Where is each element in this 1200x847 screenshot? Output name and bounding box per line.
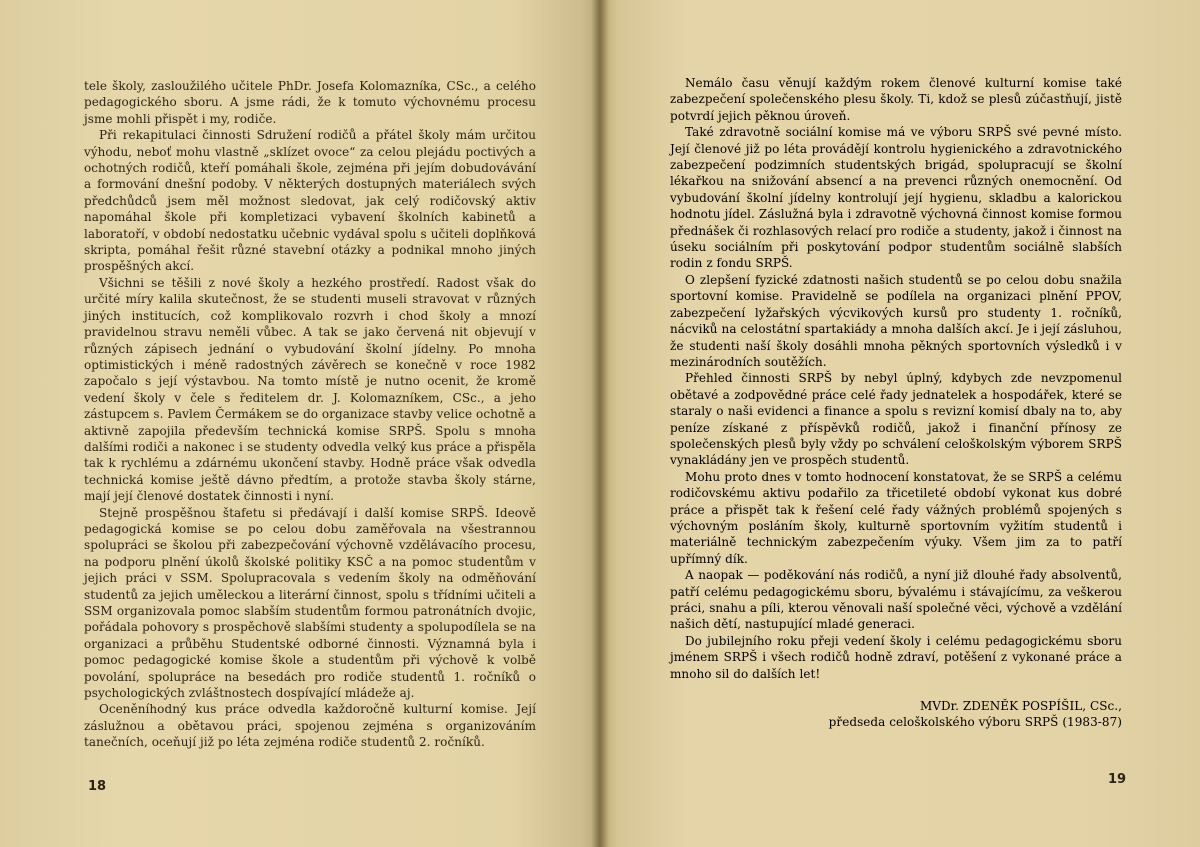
page-number-left: 18 — [88, 779, 107, 794]
signature-title: předseda celoškolského výboru SRPŠ (1983-87) — [828, 715, 1122, 730]
paragraph: Všichni se těšili z nové školy a hezkého prostředí. Radost však do určité míry kalila skutečnost, že se studenti museli stravovat v různých jiných institucích, což komplikovalo rozvrh i chod školy a mnozí pravidelnou stravu neměli vůbec. A tak se jako červená nit objevují v různých zápisech jednání o vybudování školní jídelny. Po mnoha optimistických i méně radostných závěrech se konečně v roce 1982 započalo s její výstavbou. Na tomto místě je nutno ocenit, že kromě vedení školy v čele s ředitelem dr. J. Kolomazníkem, CSc., a jeho zástupcem s. Pavlem Čermákem se do organizace stavby velice ochotně a aktivně zapojila především technická komise SRPŠ. Spolu s mnoha dalšími rodiči a nakonec i se studenty odvedla velký kus práce a přispěla tak k rychlému a zdárnému ukončení stavby. Hodně práce však odvedla technická komise ještě dávno předtím, a protože stavba školy stárne, mají její členové dostatek činnosti i nyní. — [84, 275, 537, 504]
signature — [670, 698, 1122, 731]
paragraph: Do jubilejního roku přeji vedení školy i celému pedagogickému sboru jménem SRPŠ i všech rodičů hodně zdraví, potěšení z vykonané práce a mnoho sil do dalších let! — [670, 633, 1122, 681]
paragraph: Také zdravotně sociální komise má ve výboru SRPŠ své pevné místo. Její členové již po léta provádějí kontrolu hygienického a zdravotnického zabezpečení podzimních studentských brigád, spolupracují se školní lékařkou na snižování absencí a na prevenci různých onemocnění. Od vybudování školní jídelny kontrolují její hygienu, skladbu a kalorickou hodnotu jídel. Záslužná byla i zdravotně výchovná činnost komise formou přednášek či rozhlasových relací pro rodiče a studenty, jakož i činnost na úseku sociálním při poskytování podpor studentům sociálně slabších rodin z fondu SRPŠ. — [670, 125, 1122, 271]
right-page-text — [670, 75, 1122, 731]
left-page-text — [84, 78, 536, 751]
paragraph: Mohu proto dnes v tomto hodnocení konstatovat, že se SRPŠ a celému rodičovskému aktivu podařilo za třicetileté období vykonat kus dobré práce a přispět tak k řešení celé řady vážných problémů spojených s výchovným posláním školy, kulturně sportovním vyžitím studentů i materiálně technickým zabezpečením výuky. Všem jim za to patří upřímný dík. — [670, 469, 1122, 566]
signature-name: MVDr. ZDENĚK POSPÍŠIL, CSc., — [919, 699, 1122, 714]
paragraph: Oceněníhodný kus práce odvedla každoročně kulturní komise. Její záslužnou a obětavou práci, spojenou zejména s organizováním tanečních, oceňují již po léta zejména rodiče studentů 2. ročníků. — [84, 702, 536, 750]
paragraph: Stejně prospěšnou štafetu si předávají i další komise SRPŠ. Ideově pedagogická komise se po celou dobu zaměřovala na všestrannou spolupráci se školou při zabezpečování výchovně vzdělávacího procesu, na podporu plnění úkolů školské politiky KSČ a na pomoc studentům v jejich práci v SSM. Spolupracovala s vedením školy na odměňování studentů za jejich uměleckou a literární činnost, spolu s třídními učiteli a SSM organizovala pomoc slabším studentům formou patronátních dvojic, pořádala pohovory s prospěchově slabšími studenty a spolupodílela se na organizaci a průběhu Studentské odborné činnosti. Významná byla i pomoc pedagogické komise škole a studentům při výchově k volbě povolání, spolupráce na besedách pro rodiče studentů 1. ročníků o psychologických zvláštnostech dospívající mládeže aj. — [84, 505, 536, 701]
paragraph: Při rekapitulaci činnosti Sdružení rodičů a přátel školy mám určitou výhodu, neboť mohu vlastně „sklízet ovoce“ za celou plejádu poctivých a ochotných rodičů, kteří pomáhali škole, zejména při jejím dobudovávání a formování dnešní podoby. V některých dostupných materiálech svých předchůdců jsem měl možnost sledovat, jak celý rodičovský aktiv napomáhal škole při kompletizaci vybavení školních kabinetů a laboratoří, v období nedostatku učebnic vydával spolu s učiteli doplňková skripta, pomáhal řešit různé stavební otázky a podnikal mnoho jiných prospěšných akcí. — [84, 128, 536, 274]
page-number-right: 19 — [1108, 772, 1127, 787]
paragraph: A naopak — poděkování nás rodičů, a nyní již dlouhé řady absolventů, patří celému pedagogickému sboru, bývalému i stávajícímu, za veškerou práci, snahu a píli, kterou věnovali naší společné věci, výchově a vzdělání našich dětí, nastupující mladé generaci. — [670, 568, 1122, 632]
paragraph: Nemálo času věnují každým rokem členové kulturní komise také zabezpečení společenského plesu školy. Ti, kdož se plesů zúčastňují, jistě potvrdí jejich pěknou úroveň. — [670, 76, 1122, 123]
paragraph: Přehled činnosti SRPŠ by nebyl úplný, kdybych zde nevzpomenul obětavé a zodpovědné práce celé řady jednatelek a hospodářek, které se staraly o naši evidenci a finance a spolu s revizní komisí dbaly na to, aby peníze získané z příspěvků rodičů, jakož i finanční přínosy ze společenských plesů byly vždy po schválení celoškolským výborem SRPŠ vynakládány jen ve prospěch studentů. — [670, 371, 1122, 468]
book-gutter — [591, 0, 609, 847]
paragraph: O zlepšení fyzické zdatnosti našich studentů se po celou dobu snažila sportovní komise. Pravidelně se podílela na organizaci plnění PPOV, zabezpečení lyžařských výcvikových kursů pro studenty 1. ročníků, nácviků na celostátní spartakiády a mnoha dalších akcí. Je i její zásluhou, že studenti naší školy dosáhli mnoha pěkných sportovních výsledků i v mezinárodních soutěžích. — [670, 272, 1122, 369]
paragraph: tele školy, zasloužilého učitele PhDr. Josefa Kolomazníka, CSc., a celého pedagogického sboru. A jsme rádi, že k tomuto výchovnému procesu jsme mohli přispět i my, rodiče. — [84, 79, 536, 126]
